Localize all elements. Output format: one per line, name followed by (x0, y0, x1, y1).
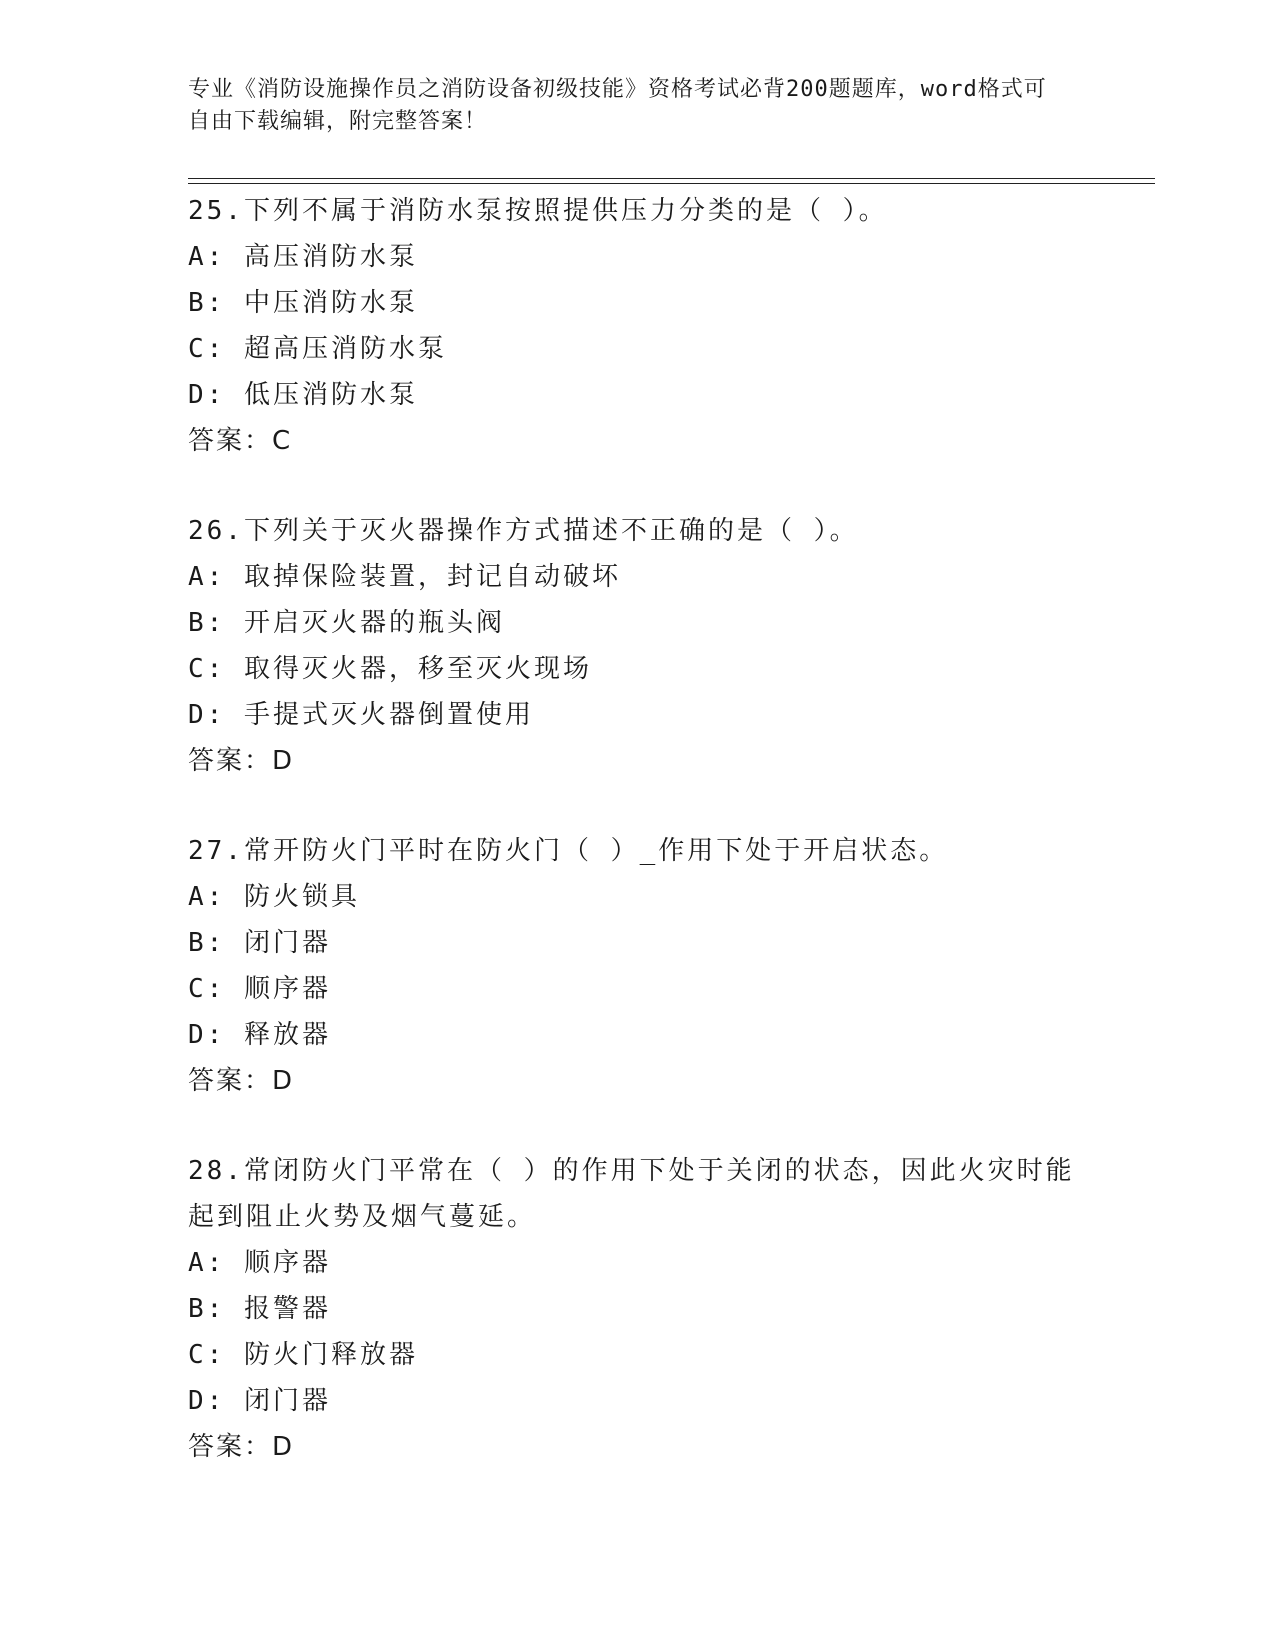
question-stem: 27.常开防火门平时在防火门（ ）_作用下处于开启状态。 (188, 836, 949, 866)
question-block (188, 828, 1088, 1104)
option-b: B: 闭门器 (188, 928, 331, 958)
option-c: C: 超高压消防水泵 (188, 334, 447, 364)
option-b: B: 报警器 (188, 1294, 331, 1324)
option-d: D: 手提式灭火器倒置使用 (188, 700, 534, 730)
header-divider-top (188, 178, 1155, 179)
option-a: A: 取掉保险装置，封记自动破坏 (188, 562, 621, 592)
question-block (188, 1148, 1088, 1470)
question-block (188, 188, 1088, 464)
option-d: D: 低压消防水泵 (188, 380, 418, 410)
answer-line: 答案：D (188, 1066, 295, 1096)
option-a: A: 顺序器 (188, 1248, 331, 1278)
option-d: D: 闭门器 (188, 1386, 331, 1416)
document-intro: 专业《消防设施操作员之消防设备初级技能》资格考试必背200题题库，word格式可自由下载编辑，附完整答案！ (188, 77, 1047, 134)
option-b: B: 中压消防水泵 (188, 288, 418, 318)
question-stem: 28.常闭防火门平常在（ ）的作用下处于关闭的状态，因此火灾时能起到阻止火势及烟气蔓延。 (188, 1156, 1075, 1232)
option-c: C: 防火门释放器 (188, 1340, 418, 1370)
option-b: B: 开启灭火器的瓶头阀 (188, 608, 505, 638)
answer-line: 答案：C (188, 426, 293, 456)
option-c: C: 取得灭火器，移至灭火现场 (188, 654, 592, 684)
option-c: C: 顺序器 (188, 974, 331, 1004)
option-d: D: 释放器 (188, 1020, 331, 1050)
option-a: A: 高压消防水泵 (188, 242, 418, 272)
question-stem: 25.下列不属于消防水泵按照提供压力分类的是（ ）。 (188, 196, 888, 226)
question-stem: 26.下列关于灭火器操作方式描述不正确的是（ ）。 (188, 516, 859, 546)
option-a: A: 防火锁具 (188, 882, 360, 912)
header-divider-bottom (188, 183, 1155, 184)
answer-line: 答案：D (188, 746, 295, 776)
answer-line: 答案：D (188, 1432, 295, 1462)
question-block (188, 508, 1088, 784)
